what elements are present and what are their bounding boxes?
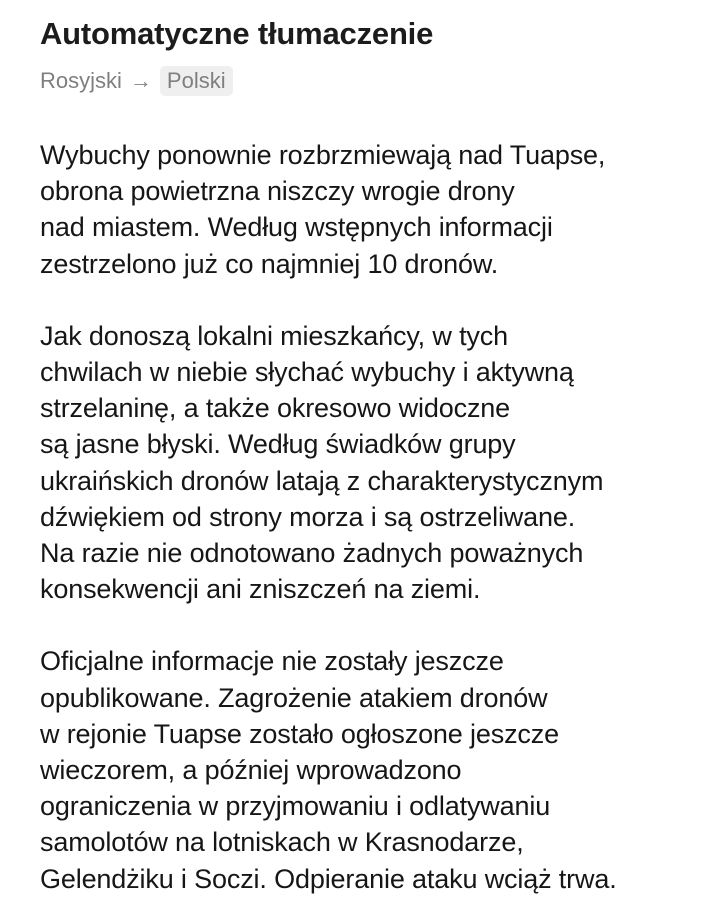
paragraph-1 (40, 137, 708, 282)
text-line: Wybuchy ponownie rozbrzmiewają nad Tuapse, (40, 140, 606, 170)
text-line: w rejonie Tuapse zostało ogłoszone jeszcze (40, 718, 560, 749)
text-line: strzelaninę, a także okresowo widoczne (40, 393, 511, 424)
source-language-label[interactable]: Rosyjski (40, 68, 122, 93)
text-line: Oficjalne informacje nie zostały jeszcze (40, 646, 504, 677)
text-line: dźwiękiem od strony morza i są ostrzeliwane. (40, 501, 576, 532)
translation-panel (40, 14, 708, 897)
text-line: chwilach w niebie słychać wybuchy i aktywną (40, 357, 574, 388)
text-line: opublikowane. Zagrożenie atakiem dronów (40, 682, 548, 713)
text-line: konsekwencji ani zniszczeń na ziemi. (40, 574, 481, 605)
language-pair (40, 65, 708, 97)
translated-text (40, 137, 708, 897)
target-language-chip[interactable]: Polski (160, 66, 233, 96)
text-line: obrona powietrzna niszczy wrogie drony (40, 176, 515, 207)
paragraph-2 (40, 318, 708, 608)
arrow-right-icon: → (129, 68, 152, 93)
text-line: Na razie nie odnotowano żadnych poważnych (40, 538, 584, 569)
text-line: ukraińskich dronów latają z charakterystycznym (40, 465, 604, 496)
text-line: Jak donoszą lokalni mieszkańcy, w tych (40, 320, 508, 351)
text-line: zestrzelono już co najmniej 10 dronów. (40, 248, 499, 279)
text-line: wieczorem, a później wprowadzono (40, 755, 462, 786)
paragraph-3 (40, 643, 708, 896)
text-line: nad miastem. Według wstępnych informacji (40, 212, 553, 243)
text-line: są jasne błyski. Według świadków grupy (40, 429, 516, 460)
page-title: Automatyczne tłumaczenie (40, 16, 434, 51)
text-line: ograniczenia w przyjmowaniu i odlatywaniu (40, 791, 551, 822)
text-line: samolotów na lotniskach w Krasnodarze, (40, 827, 524, 858)
text-line: Gelendżiku i Soczi. Odpieranie ataku wciąż trwa. (40, 863, 617, 894)
